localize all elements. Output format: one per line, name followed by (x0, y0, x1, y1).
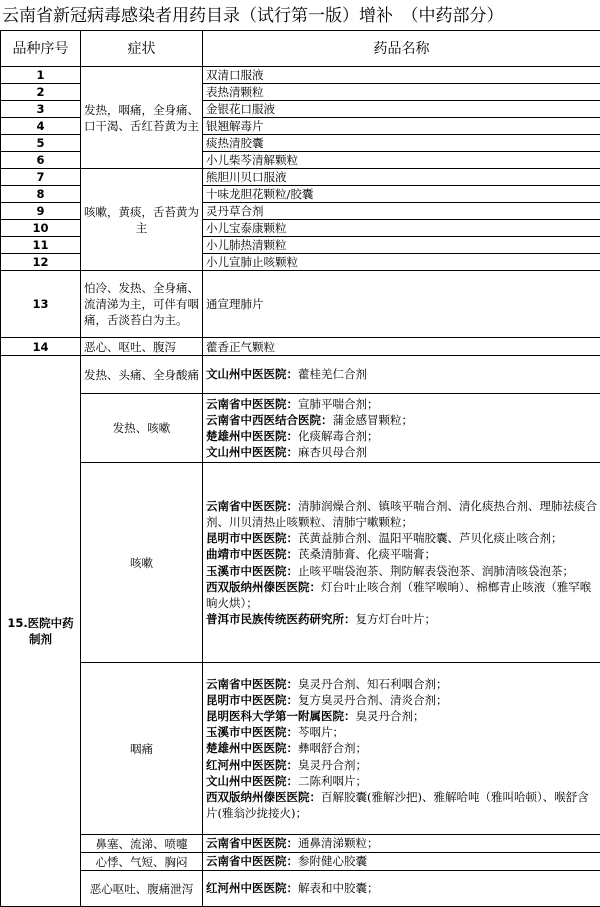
hospital-name: 昆明市中医医院： (206, 693, 298, 707)
hospital-drugs: 清肺润燥合剂、镇咳平喘合剂、清化痰热合剂、理肺祛痰合剂、川贝清热止咳颗粒、清肺宁嗽颗粒； (206, 499, 597, 529)
hospital-drugs: 麻杏贝母合剂 (298, 445, 367, 459)
table-row (1, 394, 600, 463)
hospital-drugs: 通鼻清涕颗粒； (298, 836, 379, 850)
hospital-drugs: 芩咽片； (298, 725, 344, 739)
hospital-name: 红河州中医医院： (206, 758, 298, 772)
hospital-drugs: 蒲金感冒颗粒； (333, 413, 414, 427)
row-no: 7 (1, 169, 81, 186)
symptom-cell: 咳嗽，黄痰，舌苔黄为主 (81, 169, 203, 271)
table-row (1, 271, 600, 338)
table-row (1, 463, 600, 663)
hospital-drugs: 解表和中胶囊； (298, 881, 379, 895)
hospital-drugs: 百解胶囊(雅解沙把)、雅解哈吨（雅叫哈顿）、喉舒含片(雅翁沙拢接火)； (206, 790, 589, 820)
drug-entries (203, 356, 600, 394)
hospital-drugs: 藿桂羌仁合剂 (298, 367, 367, 381)
header-symptom: 症状 (81, 31, 203, 67)
symptom-cell: 咽痛 (81, 663, 203, 835)
hospital-name: 云南省中西医结合医院： (206, 413, 333, 427)
header-no: 品种序号 (1, 31, 81, 67)
hospital-name: 云南省中医医院： (206, 499, 298, 513)
hospital-drugs: 臭灵丹合剂； (298, 758, 367, 772)
symptom-cell: 鼻塞、流涕、喷嚏 (81, 835, 203, 853)
drug-name: 双清口服液 (203, 67, 600, 84)
hospital-name: 曲靖市中医医院： (206, 547, 298, 561)
drug-table (0, 30, 600, 907)
hospital-name: 云南省中医医院： (206, 854, 298, 868)
drug-name: 小儿宣肺止咳颗粒 (203, 254, 600, 271)
row-no: 13 (1, 271, 81, 338)
symptom-cell: 发热、头痛、全身酸痛 (81, 356, 203, 394)
hospital-drugs: 芪黄益肺合剂、温阳平喘胶囊、芦贝化痰止咳合剂； (298, 531, 563, 545)
drug-name: 痰热清胶囊 (203, 135, 600, 152)
hospital-name: 玉溪市中医医院： (206, 564, 298, 578)
table-row (1, 338, 600, 356)
row-no: 5 (1, 135, 81, 152)
drug-entries (203, 463, 600, 663)
table-row (1, 663, 600, 835)
hospital-name: 玉溪市中医医院： (206, 725, 298, 739)
symptom-cell: 咳嗽 (81, 463, 203, 663)
row-no: 6 (1, 152, 81, 169)
page-title: 云南省新冠病毒感染者用药目录（试行第一版）增补 （中药部分） (2, 2, 598, 30)
hospital-name: 普洱市民族传统医药研究所： (206, 612, 356, 626)
hospital-drugs: 复方臭灵丹合剂、清炎合剂； (298, 693, 448, 707)
hospital-drugs: 芪桑清肺膏、化痰平喘膏； (298, 547, 436, 561)
hospital-drugs: 宣肺平喘合剂； (298, 397, 379, 411)
row-no: 2 (1, 84, 81, 101)
drug-name: 金银花口服液 (203, 101, 600, 118)
row-no: 9 (1, 203, 81, 220)
drug-name: 银翘解毒片 (203, 118, 600, 135)
hospital-name: 云南省中医医院： (206, 677, 298, 691)
table-row (1, 853, 600, 871)
hospital-name: 楚雄州中医医院： (206, 429, 298, 443)
row-no: 11 (1, 237, 81, 254)
hospital-drugs: 复方灯台叶片； (356, 612, 437, 626)
drug-entries (203, 663, 600, 835)
hospital-name: 西双版纳州傣医医院： (206, 580, 321, 594)
hospital-drugs: 灯台叶止咳合剂（雅罕喉晌）、棉榔青止咳液（雅罕喉晌火烘）； (206, 580, 591, 610)
row-no: 3 (1, 101, 81, 118)
hospital-drugs: 参附健心胶囊 (298, 854, 367, 868)
drug-name: 小儿宝泰康颗粒 (203, 220, 600, 237)
row-no: 14 (1, 338, 81, 356)
header-drug: 药品名称 (203, 31, 600, 67)
symptom-cell: 心悸、气短、胸闷 (81, 853, 203, 871)
hospital-name: 红河州中医医院： (206, 881, 298, 895)
drug-entries (203, 871, 600, 907)
hospital-drugs: 臭灵丹合剂； (356, 709, 425, 723)
drug-name: 小儿肺热清颗粒 (203, 237, 600, 254)
row-no: 10 (1, 220, 81, 237)
hospital-name: 西双版纳州傣医医院： (206, 790, 321, 804)
hospital-name: 云南省中医医院： (206, 836, 298, 850)
symptom-cell: 怕冷、发热、全身痛、流清涕为主，可伴有咽痛，舌淡苔白为主。 (81, 271, 203, 338)
drug-name: 藿香正气颗粒 (203, 338, 600, 356)
drug-entries (203, 394, 600, 463)
table-row (1, 169, 600, 186)
drug-entries (203, 835, 600, 853)
table-row (1, 835, 600, 853)
hospital-drugs: 二陈利咽片； (298, 774, 367, 788)
row-no: 4 (1, 118, 81, 135)
symptom-cell: 发热、咳嗽 (81, 394, 203, 463)
hospital-name: 文山州中医医院： (206, 367, 298, 381)
hospital-name: 云南省中医医院： (206, 397, 298, 411)
hospital-name: 楚雄州中医医院： (206, 741, 298, 755)
drug-name: 表热清颗粒 (203, 84, 600, 101)
row-no: 8 (1, 186, 81, 203)
hospital-name: 昆明医科大学第一附属医院： (206, 709, 356, 723)
hospital-name: 文山州中医医院： (206, 445, 298, 459)
hospital-drugs: 彝咽舒合剂； (298, 741, 367, 755)
hospital-section-no: 15.医院中药制剂 (1, 356, 81, 907)
drug-name: 灵丹草合剂 (203, 203, 600, 220)
table-row (1, 871, 600, 907)
hospital-name: 昆明市中医医院： (206, 531, 298, 545)
hospital-drugs: 止咳平喘袋泡茶、荆防解表袋泡茶、润肺清咳袋泡茶； (298, 564, 574, 578)
hospital-name: 文山州中医医院： (206, 774, 298, 788)
symptom-cell: 恶心、呕吐、腹泻 (81, 338, 203, 356)
drug-name: 熊胆川贝口服液 (203, 169, 600, 186)
table-row (1, 67, 600, 84)
drug-entries (203, 853, 600, 871)
table-header-row (1, 31, 600, 67)
row-no: 12 (1, 254, 81, 271)
drug-name: 小儿柴芩清解颗粒 (203, 152, 600, 169)
symptom-cell: 恶心呕吐、腹痛泄泻 (81, 871, 203, 907)
symptom-cell: 发热，咽痛，全身痛、口干渴、舌红苔黄为主 (81, 67, 203, 169)
hospital-drugs: 化痰解毒合剂； (298, 429, 379, 443)
drug-name: 通宣理肺片 (203, 271, 600, 338)
hospital-drugs: 臭灵丹合剂、知石利咽合剂； (298, 677, 448, 691)
row-no: 1 (1, 67, 81, 84)
drug-name: 十味龙胆花颗粒/胶囊 (203, 186, 600, 203)
table-row (1, 356, 600, 394)
